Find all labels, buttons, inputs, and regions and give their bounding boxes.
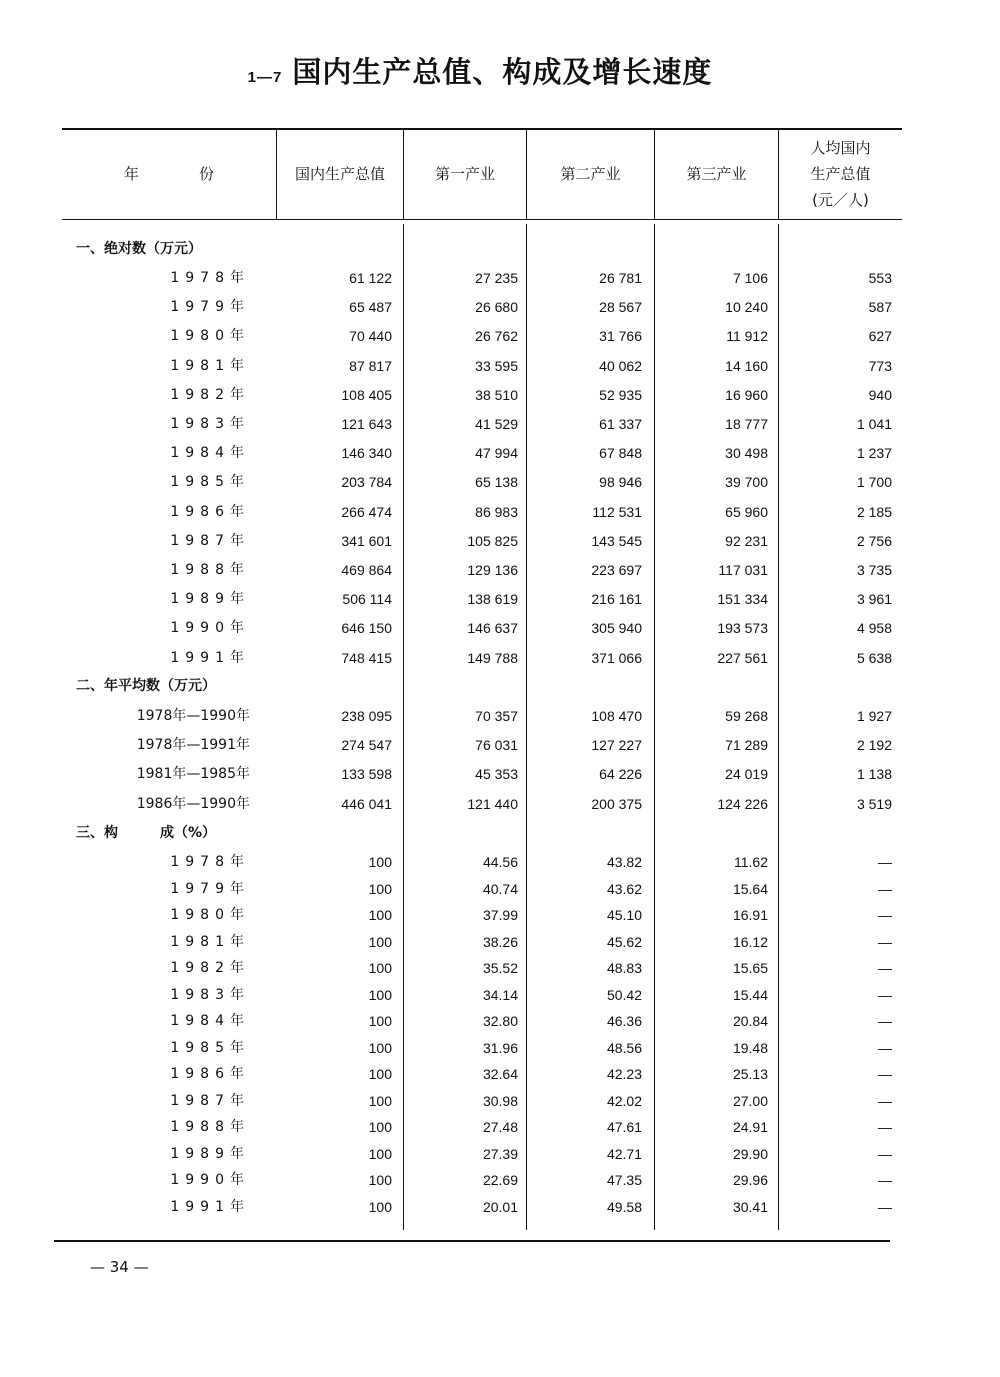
secondary-value: 98 946: [599, 474, 642, 491]
primary-value: 86 983: [475, 503, 518, 520]
secondary-value: 47.61: [606, 1119, 642, 1135]
gdp-value: 341 601: [341, 532, 392, 549]
table-row: [0, 557, 1000, 583]
per-capita-value: —: [878, 1092, 892, 1109]
primary-value: 27.39: [482, 1145, 518, 1162]
per-capita-value: —: [878, 1013, 892, 1029]
secondary-value: 50.42: [606, 986, 642, 1003]
secondary-value: 52 935: [599, 386, 642, 403]
tertiary-value: 29.90: [732, 1145, 768, 1162]
secondary-value: 61 337: [599, 416, 642, 432]
table-row: [0, 849, 1000, 875]
gdp-value: 100: [368, 907, 392, 923]
gdp-value: 274 547: [341, 737, 392, 754]
table-row: [0, 615, 1000, 641]
primary-value: 32.80: [482, 1013, 518, 1029]
row-label: 1981年: [170, 357, 250, 374]
row-label: 1988年: [170, 1119, 250, 1135]
tertiary-value: 29.96: [732, 1172, 768, 1188]
tertiary-value: 117 031: [718, 562, 768, 578]
gdp-value: 108 405: [341, 386, 392, 403]
per-capita-value: —: [878, 880, 892, 897]
header-primary: 第一产业: [434, 165, 495, 183]
table-row: [0, 1167, 1000, 1193]
tertiary-value: 24.91: [732, 1119, 768, 1135]
row-label: 1989年: [170, 591, 250, 608]
row-label: 1989年: [170, 1145, 250, 1162]
primary-value: 33 595: [475, 357, 518, 374]
secondary-value: 143 545: [591, 532, 642, 549]
gdp-value: 100: [368, 1013, 392, 1029]
table-row: [0, 382, 1000, 408]
primary-value: 70 357: [475, 708, 518, 724]
primary-value: 121 440: [467, 795, 518, 812]
row-label: 1988年: [170, 562, 250, 578]
per-capita-value: —: [878, 986, 892, 1003]
table-row: [0, 902, 1000, 928]
gdp-value: 646 150: [341, 620, 392, 637]
tertiary-value: 10 240: [725, 299, 768, 316]
secondary-value: 112 531: [592, 503, 642, 520]
secondary-value: 45.62: [606, 933, 642, 950]
table-row: [0, 1088, 1000, 1114]
per-capita-value: 1 700: [856, 474, 892, 491]
row-label: 1983年: [170, 986, 250, 1003]
table-title: [0, 50, 960, 91]
table-row: [0, 411, 1000, 437]
gdp-value: 100: [368, 1198, 392, 1215]
primary-value: 47 994: [475, 445, 518, 462]
row-label: 1978年: [170, 270, 250, 286]
gdp-value: 146 340: [341, 445, 392, 462]
table-row: [0, 982, 1000, 1008]
per-capita-value: —: [878, 907, 892, 923]
tertiary-value: 20.84: [732, 1013, 768, 1029]
primary-value: 65 138: [475, 474, 518, 491]
per-capita-value: 587: [868, 299, 892, 316]
tertiary-value: 24 019: [725, 766, 768, 783]
tertiary-value: 39 700: [725, 474, 768, 491]
tertiary-value: 30 498: [725, 445, 768, 462]
tertiary-value: 15.64: [732, 880, 768, 897]
table-row: [0, 1035, 1000, 1061]
gdp-value: 70 440: [349, 328, 392, 345]
primary-value: 45 353: [475, 766, 518, 783]
gdp-value: 203 784: [341, 474, 392, 491]
primary-value: 26 680: [475, 299, 518, 316]
row-label: 1984年: [170, 1013, 250, 1029]
gdp-value: 100: [368, 960, 392, 976]
per-capita-value: 5 638: [856, 649, 892, 666]
row-label: 1978年—1991年: [136, 737, 250, 754]
per-capita-value: 2 192: [856, 737, 892, 754]
primary-value: 146 637: [467, 620, 518, 637]
tertiary-value: 16.91: [732, 907, 768, 923]
primary-value: 34.14: [482, 986, 518, 1003]
secondary-value: 43.62: [606, 880, 642, 897]
gdp-value: 133 598: [341, 766, 392, 783]
primary-value: 44.56: [482, 854, 518, 870]
row-label: 1987年: [170, 1092, 250, 1109]
tertiary-value: 30.41: [732, 1198, 768, 1215]
per-capita-value: —: [878, 1119, 892, 1135]
secondary-value: 45.10: [606, 907, 642, 923]
secondary-value: 48.56: [606, 1039, 642, 1056]
gdp-value: 469 864: [341, 562, 392, 578]
row-label: 1980年: [170, 328, 250, 345]
primary-value: 26 762: [475, 328, 518, 345]
secondary-value: 48.83: [606, 960, 642, 976]
tertiary-value: 227 561: [717, 649, 768, 666]
per-capita-value: 2 185: [856, 503, 892, 520]
secondary-value: 42.71: [606, 1145, 642, 1162]
header-rule: [62, 219, 902, 220]
page-number: — 34 —: [90, 1258, 149, 1276]
primary-value: 30.98: [482, 1092, 518, 1109]
primary-value: 40.74: [482, 880, 518, 897]
table-title-text: 国内生产总值、构成及增长速度: [292, 55, 713, 89]
table-row: [0, 294, 1000, 320]
table-row: [0, 440, 1000, 466]
gdp-value: 100: [368, 986, 392, 1003]
tertiary-value: 15.44: [732, 986, 768, 1003]
table-row: [0, 929, 1000, 955]
per-capita-value: 3 519: [856, 795, 892, 812]
row-label: 1991年: [170, 1198, 250, 1215]
gdp-value: 100: [368, 880, 392, 897]
primary-value: 129 136: [467, 562, 518, 578]
primary-value: 35.52: [482, 960, 518, 976]
primary-value: 37.99: [482, 907, 518, 923]
gdp-value: 446 041: [341, 795, 392, 812]
secondary-value: 127 227: [591, 737, 642, 754]
secondary-value: 108 470: [591, 708, 642, 724]
row-label: 1990年: [170, 1172, 250, 1188]
row-label: 1990年: [170, 620, 250, 637]
row-label: 1981年: [170, 933, 250, 950]
tertiary-value: 27.00: [732, 1092, 768, 1109]
gdp-value: 100: [368, 1039, 392, 1056]
tertiary-value: 193 573: [717, 620, 768, 637]
gdp-value: 61 122: [349, 270, 392, 286]
per-capita-value: 3 961: [856, 591, 892, 608]
header-year: 年 份: [123, 165, 214, 183]
primary-value: 31.96: [482, 1039, 518, 1056]
row-label: 1981年—1985年: [136, 766, 250, 783]
gdp-value: 100: [368, 1172, 392, 1188]
table-row: [0, 876, 1000, 902]
per-capita-value: —: [878, 1039, 892, 1056]
row-label: 1979年: [170, 880, 250, 897]
tertiary-value: 65 960: [725, 503, 768, 520]
header-gdp: 国内生产总值: [294, 165, 385, 183]
tertiary-value: 14 160: [725, 357, 768, 374]
per-capita-value: —: [878, 1172, 892, 1188]
tertiary-value: 11 912: [726, 328, 768, 345]
primary-value: 38.26: [482, 933, 518, 950]
primary-value: 105 825: [467, 532, 518, 549]
row-label: 1987年: [170, 532, 250, 549]
gdp-value: 100: [368, 933, 392, 950]
row-label: 1982年: [170, 960, 250, 976]
gdp-value: 100: [368, 1066, 392, 1082]
primary-value: 76 031: [475, 737, 518, 754]
table-row: [0, 1061, 1000, 1087]
secondary-value: 31 766: [599, 328, 642, 345]
primary-value: 38 510: [475, 386, 518, 403]
secondary-value: 64 226: [599, 766, 642, 783]
row-label: 1986年—1990年: [136, 795, 250, 812]
gdp-value: 748 415: [341, 649, 392, 666]
per-capita-value: 3 735: [856, 562, 892, 578]
header-secondary: 第二产业: [560, 165, 621, 183]
primary-value: 41 529: [475, 416, 518, 432]
gdp-value: 65 487: [349, 299, 392, 316]
per-capita-value: —: [878, 960, 892, 976]
per-capita-value: 940: [868, 386, 892, 403]
table-row: [0, 645, 1000, 671]
table-row: [0, 761, 1000, 787]
table-row: [0, 1008, 1000, 1034]
per-capita-value: 627: [868, 328, 892, 345]
section-structure: 三、构 成（%）: [76, 825, 217, 841]
gdp-value: 87 817: [349, 357, 392, 374]
per-capita-value: 2 756: [856, 532, 892, 549]
secondary-value: 49.58: [606, 1198, 642, 1215]
per-capita-value: —: [878, 1198, 892, 1215]
tertiary-value: 15.65: [732, 960, 768, 976]
per-capita-value: 1 237: [856, 445, 892, 462]
per-capita-value: —: [878, 1145, 892, 1162]
tertiary-value: 25.13: [732, 1066, 768, 1082]
table-row: [0, 499, 1000, 525]
table-row: [0, 353, 1000, 379]
secondary-value: 40 062: [599, 357, 642, 374]
primary-value: 149 788: [467, 649, 518, 666]
bottom-rule: [54, 1240, 890, 1242]
secondary-value: 42.23: [606, 1066, 642, 1082]
tertiary-value: 151 334: [717, 591, 768, 608]
table-row: [0, 469, 1000, 495]
table-row: [0, 1141, 1000, 1167]
table-row: [0, 732, 1000, 758]
table-row: [0, 703, 1000, 729]
tertiary-value: 11.62: [734, 854, 768, 870]
table-row: [0, 528, 1000, 554]
per-capita-value: —: [878, 1066, 892, 1082]
table-row: [0, 955, 1000, 981]
header-per-capita: 人均国内 生产总值 (元／人): [810, 139, 871, 209]
tertiary-value: 92 231: [725, 532, 768, 549]
section-average: 二、年平均数（万元）: [76, 678, 216, 694]
primary-value: 20.01: [482, 1198, 518, 1215]
per-capita-value: 4 958: [856, 620, 892, 637]
tertiary-value: 71 289: [725, 737, 768, 754]
section-absolute: 一、绝对数（万元）: [76, 241, 202, 257]
row-label: 1978年: [170, 854, 250, 870]
row-label: 1986年: [170, 1066, 250, 1082]
per-capita-value: 553: [868, 270, 892, 286]
header-tertiary: 第三产业: [686, 165, 747, 183]
row-label: 1986年: [170, 503, 250, 520]
tertiary-value: 124 226: [717, 795, 768, 812]
row-label: 1979年: [170, 299, 250, 316]
gdp-value: 121 643: [341, 416, 392, 432]
secondary-value: 216 161: [591, 591, 642, 608]
row-label: 1991年: [170, 649, 250, 666]
primary-value: 22.69: [482, 1172, 518, 1188]
secondary-value: 47.35: [606, 1172, 642, 1188]
tertiary-value: 19.48: [732, 1039, 768, 1056]
secondary-value: 46.36: [606, 1013, 642, 1029]
primary-value: 138 619: [467, 591, 518, 608]
table-row: [0, 791, 1000, 817]
per-capita-value: —: [878, 854, 892, 870]
gdp-value: 100: [368, 1145, 392, 1162]
table-row: [0, 586, 1000, 612]
secondary-value: 371 066: [591, 649, 642, 666]
table-number: 1—7: [247, 69, 283, 86]
secondary-value: 42.02: [606, 1092, 642, 1109]
row-label: 1985年: [170, 1039, 250, 1056]
gdp-value: 100: [368, 854, 392, 870]
secondary-value: 223 697: [591, 562, 642, 578]
row-label: 1980年: [170, 907, 250, 923]
gdp-value: 100: [368, 1092, 392, 1109]
table-row: [0, 265, 1000, 291]
secondary-value: 28 567: [599, 299, 642, 316]
per-capita-value: —: [878, 933, 892, 950]
gdp-value: 100: [368, 1119, 392, 1135]
tertiary-value: 59 268: [725, 708, 768, 724]
table-row: [0, 323, 1000, 349]
table-row: [0, 1194, 1000, 1220]
tertiary-value: 16.12: [732, 933, 768, 950]
tertiary-value: 16 960: [725, 386, 768, 403]
per-capita-value: 1 138: [856, 766, 892, 783]
secondary-value: 200 375: [591, 795, 642, 812]
primary-value: 27.48: [482, 1119, 518, 1135]
per-capita-value: 1 927: [856, 708, 892, 724]
row-label: 1978年—1990年: [136, 708, 250, 724]
secondary-value: 305 940: [591, 620, 642, 637]
primary-value: 32.64: [482, 1066, 518, 1082]
secondary-value: 26 781: [599, 270, 642, 286]
gdp-value: 238 095: [341, 708, 392, 724]
tertiary-value: 7 106: [732, 270, 768, 286]
tertiary-value: 18 777: [725, 416, 768, 432]
gdp-value: 266 474: [341, 503, 392, 520]
row-label: 1983年: [170, 416, 250, 432]
per-capita-value: 1 041: [856, 416, 892, 432]
primary-value: 27 235: [475, 270, 518, 286]
row-label: 1982年: [170, 386, 250, 403]
secondary-value: 67 848: [599, 445, 642, 462]
gdp-value: 506 114: [342, 591, 392, 608]
per-capita-value: 773: [868, 357, 892, 374]
table-row: [0, 1114, 1000, 1140]
row-label: 1984年: [170, 445, 250, 462]
row-label: 1985年: [170, 474, 250, 491]
secondary-value: 43.82: [606, 854, 642, 870]
